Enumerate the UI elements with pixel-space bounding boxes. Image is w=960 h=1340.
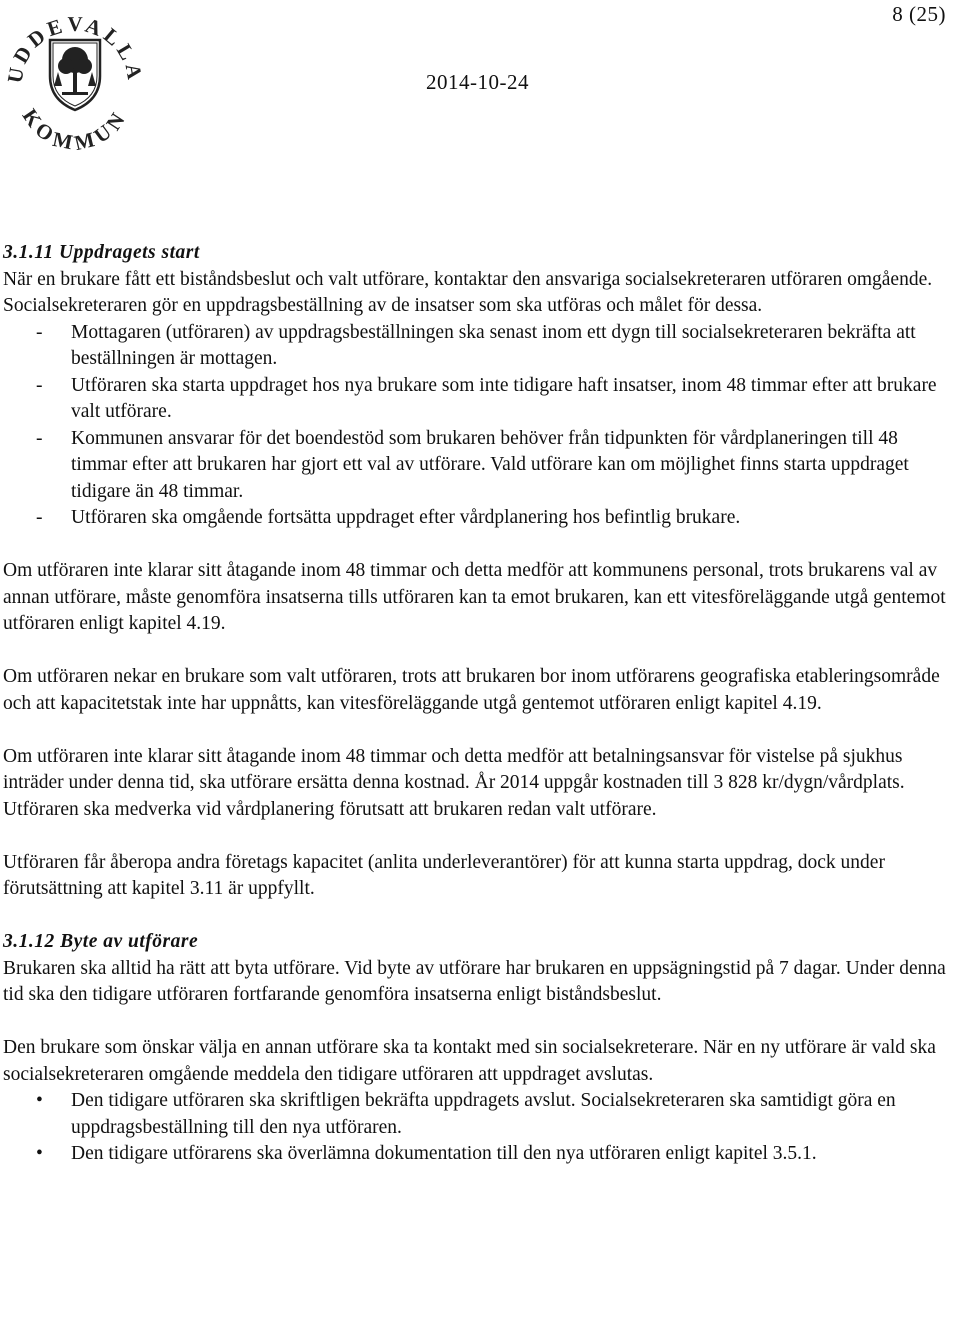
list-item-text: Mottagaren (utföraren) av uppdragsbeställningen ska senast inom ett dygn till socialsekreteraren bekräfta att beställningen är mottagen.: [71, 321, 916, 369]
dash-marker: -: [36, 507, 43, 528]
list-item-text: Utföraren ska starta uppdraget hos nya brukare som inte tidigare haft insatser, inom 48 timmar efter att brukare valt utförare.: [71, 374, 937, 422]
bullet-marker: •: [36, 1090, 43, 1111]
dash-marker: -: [36, 374, 43, 396]
paragraph: Den brukare som önskar välja en annan utförare ska ta kontakt med sin socialsekreterare. När en ny utförare är vald ska socialsekreteraren omgående meddela den tidigare utföraren att uppdraget avslutas.: [3, 1037, 936, 1085]
dash-list: [3, 320, 953, 532]
list-item: [3, 373, 953, 426]
list-item-text: Utföraren ska omgående fortsätta uppdraget efter vårdplanering hos befintlig brukare.: [71, 507, 741, 528]
logo-text-top: UDDEVALLA: [2, 11, 148, 85]
bullet-marker: •: [36, 1143, 43, 1164]
logo-text-bottom: KOMMUN: [17, 104, 133, 150]
section-heading: 3.1.12 Byte av utförare: [3, 931, 199, 952]
paragraph: Om utföraren nekar en brukare som valt utföraren, trots att brukaren bor inom utförarens geografiska etableringsområde och att kapacitetstak inte har uppnåtts, kan vitesföreläggande utgå gentemot utföraren enligt kapitel 4.19.: [3, 666, 940, 714]
list-item: [3, 320, 953, 373]
paragraph-intro: När en brukare fått ett biståndsbeslut och valt utförare, kontaktar den ansvariga socialsekreteraren utföraren omgående. Socialsekreteraren gör en uppdragsbeställning av de insatser som ska utföras och målet för dessa.: [3, 268, 933, 316]
dash-marker: -: [36, 427, 43, 449]
list-item: [3, 426, 953, 506]
paragraph: Brukaren ska alltid ha rätt att byta utförare. Vid byte av utförare har brukaren en uppsägningstid på 7 dagar. Under denna tid ska den tidigare utföraren fortfarande genomföra insatserna enligt biståndsbeslut.: [3, 957, 946, 1005]
list-item: [3, 1141, 953, 1168]
municipality-logo: [0, 0, 150, 150]
list-item: [3, 505, 953, 532]
list-item-text: Kommunen ansvarar för det boendestöd som brukaren behöver från tidpunkten för vårdplaneringen till 48 timmar efter att brukaren har gjort ett val av utförare. Vald utförare kan om möjlighet finns starta uppdraget tidigare än 48 timmar.: [71, 427, 909, 502]
tree-icon: [58, 47, 92, 95]
paragraph: Utföraren får åberopa andra företags kapacitet (anlita underleverantörer) för att kunna starta uppdrag, dock under förutsättning att kapitel 3.11 är uppfyllt.: [3, 851, 885, 899]
bullet-list: [3, 1088, 953, 1168]
list-item: [3, 1088, 953, 1141]
uddevalla-kommun-seal: [0, 0, 150, 150]
document-date: 2014-10-24: [426, 70, 529, 94]
document-body: [3, 240, 953, 1168]
section-heading: 3.1.11 Uppdragets start: [3, 242, 200, 263]
dash-marker: -: [36, 321, 43, 343]
page-number: 8 (25): [892, 2, 946, 26]
paragraph: Om utföraren inte klarar sitt åtagande inom 48 timmar och detta medför att kommunens personal, trots brukarens val av annan utförare, måste genomföra insatserna tills utföraren kan ta emot brukaren, kan ett vitesföreläggande utgå gentemot utföraren enligt kapitel 4.19.: [3, 560, 946, 634]
list-item-text: Den tidigare utförarens ska överlämna dokumentation till den nya utföraren enligt kapitel 3.5.1.: [71, 1143, 817, 1164]
paragraph: Om utföraren inte klarar sitt åtagande inom 48 timmar och detta medför att betalningsansvar för vistelse på sjukhus inträder under denna tid, ska utförare ersätta denna kostnad. År 2014 uppgår kostnaden till 3 828 kr/dygn/vårdplats. Utföraren ska medverka vid vårdplanering förutsatt att brukaren redan valt utförare.: [3, 745, 905, 820]
list-item-text: Den tidigare utföraren ska skriftligen bekräfta uppdragets avslut. Socialsekreteraren ska samtidigt göra en uppdragsbeställning till den nya utföraren.: [71, 1090, 896, 1138]
